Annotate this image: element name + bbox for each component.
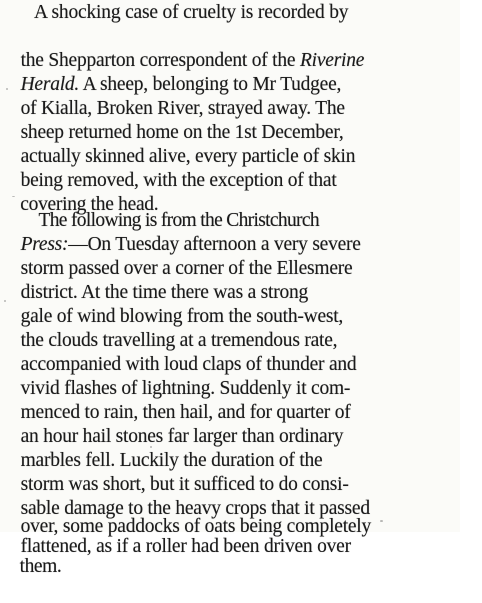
text-line: [2, 281, 462, 327]
line-text: vivid flashes of lightning. Suddenly it com-: [20, 378, 351, 399]
italic-phrase: Herald.: [20, 74, 80, 95]
line-text: actually skinned alive, every particle of skin: [20, 146, 356, 167]
ink-speck: [380, 520, 383, 522]
line-text: storm was short, but it sufficed to do consi-: [20, 474, 349, 495]
line-text: the clouds travelling at a tremendous rate,: [20, 330, 338, 351]
italic-phrase: Press:: [20, 234, 69, 255]
line-text: accompanied with loud claps of thunder and: [20, 354, 357, 375]
text-line: [2, 377, 462, 423]
line-text-end: A sheep, belonging to Mr Tudgee,: [79, 74, 342, 95]
line-text: district. At the time there was a strong: [20, 282, 309, 303]
line-text: sable damage to the heavy crops that it passed: [20, 498, 370, 519]
line-text: over, some paddocks of oats being completely: [20, 516, 372, 537]
line-text: menced to rain, then hail, and for quarter of: [20, 402, 351, 423]
line-text: A shocking case of cruelty is recorded by: [34, 2, 349, 23]
line-text-start: the Shepparton correspondent of the: [20, 50, 300, 71]
line-text: marbles fell. Luckily the duration of the: [20, 450, 323, 471]
ink-speck: [12, 196, 15, 197]
text-line: [2, 97, 462, 143]
text-line: [2, 305, 462, 351]
line-text: storm passed over a corner of the Ellesmere: [20, 258, 353, 279]
text-line: [2, 145, 462, 191]
text-line: [2, 531, 462, 577]
text-line: [2, 329, 462, 375]
text-line: [22, 185, 482, 231]
text-line: [2, 209, 462, 255]
line-text: covering the head.: [20, 194, 159, 215]
line-text: flattened, as if a roller had been driven over: [20, 536, 351, 557]
text-line: [2, 353, 462, 399]
line-text: of Kialla, Broken River, strayed away. The: [20, 98, 345, 119]
line-text-end: —On Tuesday afternoon a very severe: [68, 234, 361, 255]
italic-phrase: Riverine: [299, 50, 365, 71]
line-text: sheep returned home on the 1st December,: [20, 122, 344, 143]
text-line: [2, 25, 462, 71]
ink-speck: [6, 88, 8, 90]
line-text: an hour hail stones far larger than ordinary: [20, 426, 344, 447]
text-line: [2, 233, 462, 279]
ink-speck: [150, 446, 152, 448]
text-line: [2, 73, 462, 119]
text-line: [2, 257, 462, 303]
text-line: [2, 49, 462, 95]
text-line: [2, 121, 462, 167]
line-text: them.: [19, 556, 62, 577]
line-text: gale of wind blowing from the south-west,: [20, 306, 344, 327]
text-line: [2, 425, 462, 471]
line-text: being removed, with the exception of that: [20, 170, 337, 191]
text-line: [2, 401, 462, 447]
ink-speck: [4, 300, 6, 302]
text-line: [2, 449, 462, 495]
line-text: The following is from the Christchurch: [38, 210, 319, 231]
text-line: [0, 1, 460, 25]
